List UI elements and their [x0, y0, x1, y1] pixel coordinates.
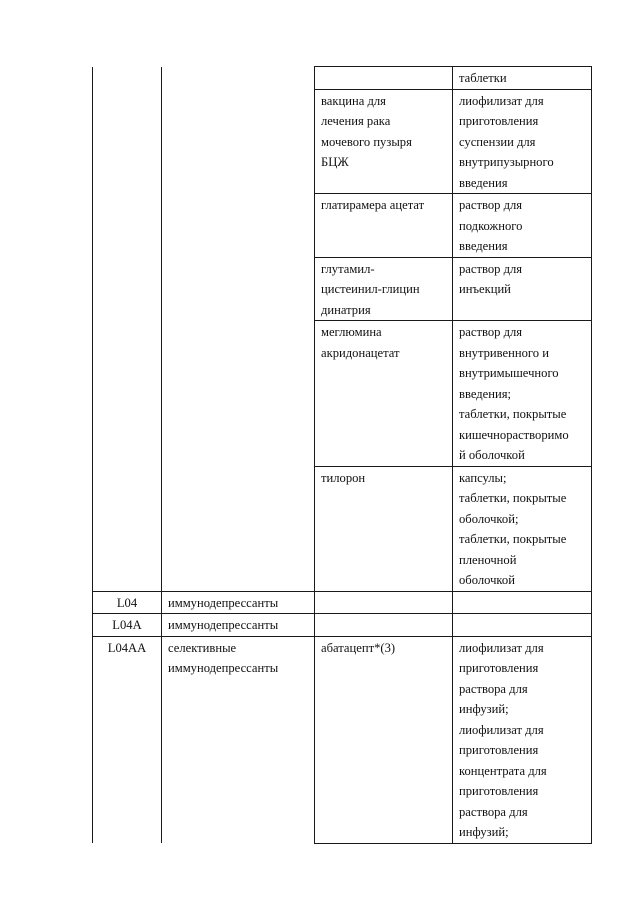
atc-code-cell: [93, 194, 162, 258]
table-row: [93, 89, 592, 194]
drug-cell: [315, 67, 453, 90]
table-row: [93, 67, 592, 90]
dosage-form-cell: лиофилизат для приготовления суспензии для внутрипузырного введения: [453, 89, 592, 194]
drug-cell: вакцина для лечения рака мочевого пузыря БЦЖ: [315, 89, 453, 194]
group-cell: [162, 194, 315, 258]
table-row: [93, 321, 592, 467]
atc-code-cell: L04AA: [93, 636, 162, 843]
table-row: [93, 257, 592, 321]
group-cell: [162, 257, 315, 321]
group-cell: [162, 89, 315, 194]
group-cell: [162, 466, 315, 591]
group-cell: селективные иммунодепрессанты: [162, 636, 315, 843]
dosage-form-cell: [453, 591, 592, 614]
atc-code-cell: [93, 89, 162, 194]
dosage-form-cell: раствор для подкожного введения: [453, 194, 592, 258]
atc-code-cell: [93, 321, 162, 467]
group-cell: [162, 321, 315, 467]
table-row: [93, 636, 592, 843]
group-cell: иммунодепрессанты: [162, 591, 315, 614]
table-row: [93, 614, 592, 637]
dosage-form-cell: [453, 614, 592, 637]
drug-cell: тилорон: [315, 466, 453, 591]
dosage-form-cell: раствор для внутривенного и внутримышечного введения; таблетки, покрытые кишечнорастворимо й оболочкой: [453, 321, 592, 467]
group-cell: иммунодепрессанты: [162, 614, 315, 637]
atc-code-cell: L04: [93, 591, 162, 614]
atc-code-cell: [93, 67, 162, 90]
table-row: [93, 591, 592, 614]
drug-cell: глутамил- цистеинил-глицин динатрия: [315, 257, 453, 321]
drug-cell: абатацепт*(3): [315, 636, 453, 843]
table-row: [93, 466, 592, 591]
atc-code-cell: L04A: [93, 614, 162, 637]
dosage-form-cell: лиофилизат для приготовления раствора для инфузий; лиофилизат для приготовления концентрата для приготовления раствора для инфузий;: [453, 636, 592, 843]
drug-classification-table: [92, 66, 592, 844]
atc-code-cell: [93, 466, 162, 591]
drug-cell: [315, 614, 453, 637]
atc-code-cell: [93, 257, 162, 321]
dosage-form-cell: раствор для инъекций: [453, 257, 592, 321]
table-row: [93, 194, 592, 258]
dosage-form-cell: таблетки: [453, 67, 592, 90]
drug-cell: глатирамера ацетат: [315, 194, 453, 258]
dosage-form-cell: капсулы; таблетки, покрытые оболочкой; таблетки, покрытые пленочной оболочкой: [453, 466, 592, 591]
drug-cell: [315, 591, 453, 614]
drug-cell: меглюмина акридонацетат: [315, 321, 453, 467]
group-cell: [162, 67, 315, 90]
